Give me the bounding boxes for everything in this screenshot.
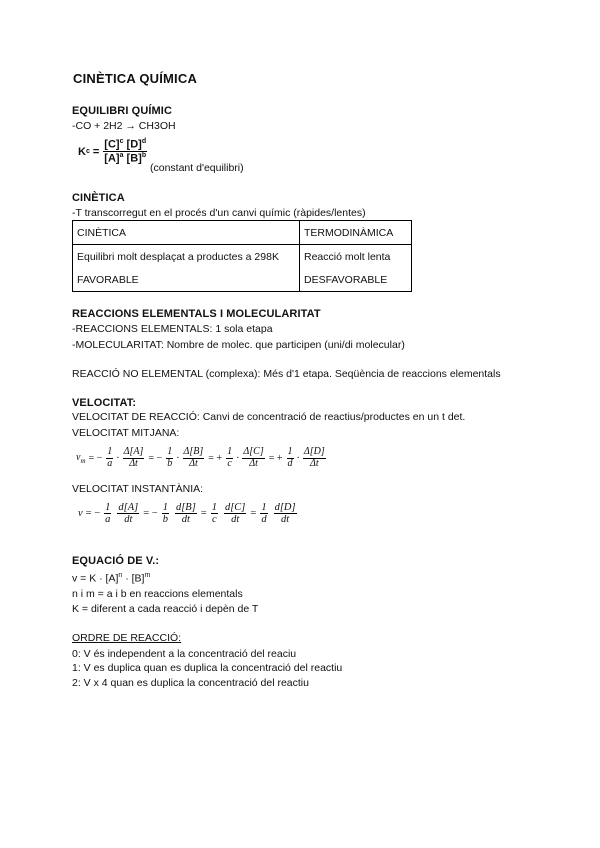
mean-rate-fraction: $\frac{\Delta[A]}{\Delta t}$: [123, 446, 144, 469]
equacio-heading: EQUACIÓ DE V.:: [72, 555, 160, 567]
mean-sign: = −: [88, 452, 103, 464]
ordre-item-0: 0: V és independent a la concentració del reaciu: [72, 648, 297, 660]
table-header-cell: TERMODINÀMICA: [300, 221, 412, 245]
ordre-heading: ORDRE DE REACCIÓ:: [72, 632, 182, 644]
mean-rate-fraction: $\frac{\Delta[C]}{\Delta t}$: [243, 446, 264, 469]
mean-coef-fraction: $\frac{1}{d}$: [287, 446, 293, 469]
ordre-item-2: 2: V x 4 quan es duplica la concentració del reactiu: [72, 677, 309, 689]
velocitat-line3: VELOCITAT INSTANTÀNIA:: [72, 483, 204, 495]
kc-fraction: $\frac{[C]^c [D]^d}{[A]^a [B]^b}$: [104, 138, 147, 165]
mean-rate-fraction: $\frac{\Delta[D]}{\Delta t}$: [303, 446, 325, 469]
kc-formula: K c = $\frac{[C]^c [D]^d}{[A]^a [B]^b}$: [78, 138, 147, 165]
kc-note: (constant d'equilibri): [150, 162, 244, 174]
table-cell: Reacció molt lenta: [300, 245, 412, 269]
reaccions-line1: -REACCIONS ELEMENTALS: 1 sola etapa: [72, 323, 273, 335]
instant-velocity-formula: v = − $\frac{1}{a}$ $\frac{d[A]}{dt}$ = − $\frac{1}{b}$ $\frac{d[B]}{dt}$ = $\frac{1}{c}$ $\frac{d[C]}{dt}$ = $\frac{1}{d}$ $\frac{d[D]}{dt}$: [78, 502, 296, 526]
equacio-line3: K = diferent a cada reacció i depèn de T: [72, 603, 259, 615]
table-cell: Equilibri molt desplaçat a productes a 298K: [73, 245, 300, 269]
cinetica-table: [72, 220, 412, 292]
inst-coef-fraction: $\frac{1}{a}$: [105, 502, 111, 526]
cinetica-line: -T transcorregut en el procés d'un canvi químic (ràpides/lentes): [72, 207, 366, 219]
equilibri-reaction: -CO + 2H2 → CH3OH: [72, 120, 176, 132]
ordre-item-1: 1: V es duplica quan es duplica la concentració del reactiu: [72, 662, 343, 674]
inst-rate-fraction: $\frac{d[C]}{dt}$: [224, 502, 246, 526]
inst-coef-fraction: $\frac{1}{d}$: [261, 502, 267, 526]
mean-coef-fraction: $\frac{1}{b}$: [167, 446, 173, 469]
mean-sign: = −: [148, 452, 163, 464]
table-row: [73, 245, 412, 269]
reaccions-line2: -MOLECULARITAT: Nombre de molec. que participen (uni/di molecular): [72, 339, 405, 351]
velocitat-heading: VELOCITAT:: [72, 397, 137, 409]
rate-equation: $v = K \cdot [A]^n \cdot [B]^m$: [72, 572, 151, 585]
inst-coef-fraction: $\frac{1}{c}$: [211, 502, 217, 526]
mean-coef-fraction: $\frac{1}{c}$: [227, 446, 233, 469]
inst-rate-fraction: $\frac{d[A]}{dt}$: [118, 502, 139, 526]
page-title: CINÈTICA QUÍMICA: [73, 71, 198, 86]
reaccions-heading: REACCIONS ELEMENTALS I MOLECULARITAT: [72, 308, 321, 320]
mean-coef-fraction: $\frac{1}{a}$: [107, 446, 113, 469]
equilibri-heading: EQUILIBRI QUÍMIC: [72, 105, 172, 117]
inst-sign: = −: [143, 508, 158, 520]
reaccions-line3: REACCIÓ NO ELEMENTAL (complexa): Més d'1 etapa. Seqüència de reaccions elementals: [72, 368, 501, 380]
equacio-line2: n i m = a i b en reaccions elementals: [72, 588, 243, 600]
inst-rate-fraction: $\frac{d[B]}{dt}$: [175, 502, 196, 526]
inst-sign: =: [250, 508, 257, 520]
mean-rate-fraction: $\frac{\Delta[B]}{\Delta t}$: [183, 446, 204, 469]
table-cell: FAVORABLE: [73, 268, 300, 292]
velocitat-line1: VELOCITAT DE REACCIÓ: Canvi de concentració de reactius/productes en un t det.: [72, 411, 466, 423]
table-cell: DESFAVORABLE: [300, 268, 412, 292]
cinetica-heading: CINÈTICA: [72, 192, 125, 204]
inst-coef-fraction: $\frac{1}{b}$: [162, 502, 168, 526]
inst-sign: =: [200, 508, 207, 520]
table-row: [73, 221, 412, 245]
inst-rate-fraction: $\frac{d[D]}{dt}$: [274, 502, 296, 526]
table-header-cell: CINÈTICA: [73, 221, 300, 245]
mean-sign: = +: [268, 452, 283, 464]
mean-sign: = +: [208, 452, 223, 464]
table-row: [73, 268, 412, 292]
velocitat-line2: VELOCITAT MITJANA:: [72, 427, 180, 439]
mean-velocity-formula: $v_m$ = − $\frac{1}{a}$ · $\frac{\Delta[A]}{\Delta t}$ = − $\frac{1}{b}$ · $\frac{\Delta[B]}{\Delta t}$ = + $\frac{1}{c}$ · $\frac{\Delta[C]}{\Delta t}$ = + $\frac{1}{d}$ · $\frac{\Delta[D]}{\Delta t}$: [76, 446, 325, 469]
inst-sign: = −: [85, 508, 101, 520]
